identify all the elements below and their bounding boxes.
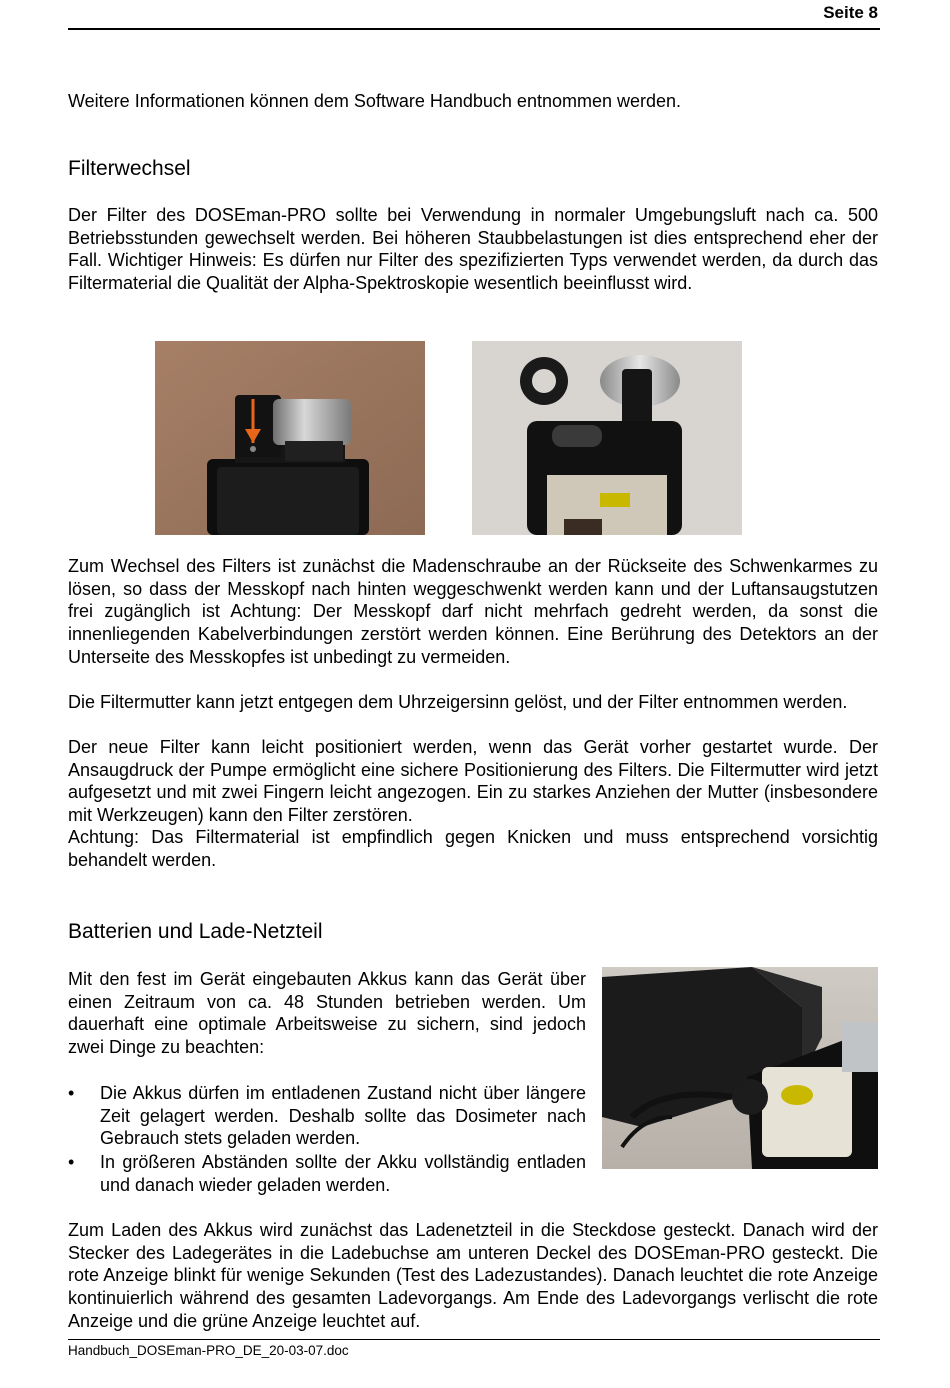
filter-paragraph-4: Der neue Filter kann leicht positioniert werden, wenn das Gerät vorher gestartet wurde. Der Ansaugdruck der Pumpe ermöglicht eine sichere Positionierung des Filters. Die Filtermutter wird jetzt aufgesetzt und mit zwei Fingern leicht angezogen. Ein zu starkes Anziehen der Mutter (insbesondere mit Werkzeugen) kann den Filter zerstören.: [68, 737, 878, 826]
bullet-symbol: •: [68, 1152, 75, 1173]
photo-device-opened: [472, 341, 742, 535]
heading-batterien: Batterien und Lade-Netzteil: [68, 920, 323, 943]
intro-text: Weitere Informationen können dem Software Handbuch entnommen werden.: [68, 91, 682, 111]
bullet-text: In größeren Abständen sollte der Akku vollständig entladen und danach wieder geladen werden.: [100, 1152, 586, 1195]
battery-paragraph-1: Mit den fest im Gerät eingebauten Akkus kann das Gerät über einen Zeitraum von ca. 48 Stunden betrieben werden. Um dauerhaft eine optimale Arbeitsweise zu sichern, sind jedoch zwei Dinge zu beachten:: [68, 969, 586, 1058]
list-item: [68, 1082, 586, 1150]
photo-measuring-head-screw: [155, 341, 425, 535]
footer-filename: Handbuch_DOSEman-PRO_DE_20-03-07.doc: [68, 1343, 349, 1358]
page-number: Seite 8: [823, 3, 878, 22]
filter-paragraph-2: Zum Wechsel des Filters ist zunächst die Madenschraube an der Rückseite des Schwenkarmes zu lösen, so dass der Messkopf nach hinten weggeschwenkt werden kann und der Luftansaugstutzen frei zugänglich ist Achtung: Der Messkopf darf nicht mehrfach gedreht werden, da sonst die innenliegenden Kabelverbindungen zerstört werden können. Eine Berührung des Detektors an der Unterseite des Messkopfes ist unbedingt zu vermeiden.: [68, 556, 878, 667]
filter-paragraph-1: Der Filter des DOSEman-PRO sollte bei Verwendung in normaler Umgebungsluft nach ca. 500 Betriebsstunden gewechselt werden. Bei höheren Staubbelastungen ist dies entsprechend eher der Fall. Wichtiger Hinweis: Es dürfen nur Filter des spezifizierten Typs verwendet werden, da durch das Filtermaterial die Qualität der Alpha-Spektroskopie wesentlich beeinflusst wird.: [68, 205, 878, 294]
battery-paragraph-2: Zum Laden des Akkus wird zunächst das Ladenetzteil in die Steckdose gesteckt. Danach wird der Stecker des Ladegerätes in die Ladebuchse am unteren Deckel des DOSEman-PRO gesteckt. Die rote Anzeige blinkt für wenige Sekunden (Test des Ladezustandes). Danach leuchtet die rote Anzeige kontinuierlich während des gesamten Ladevorgangs. Am Ende des Ladevorgangs verlischt die rote Anzeige und die grüne Anzeige leuchtet auf.: [68, 1220, 878, 1331]
bullet-symbol: •: [68, 1083, 75, 1103]
page-header: [68, 0, 880, 30]
photo-charger: [602, 967, 878, 1169]
list-item: [68, 1151, 586, 1196]
battery-bullet-list: [68, 1082, 586, 1198]
heading-filterwechsel: Filterwechsel: [68, 157, 191, 180]
bullet-text: Die Akkus dürfen im entladenen Zustand nicht über längere Zeit gelagert werden. Deshalb sollte das Dosimeter nach Gebrauch stets geladen werden.: [100, 1083, 586, 1149]
page-footer: [68, 1339, 880, 1370]
filter-paragraph-3: Die Filtermutter kann jetzt entgegen dem Uhrzeigersinn gelöst, und der Filter entnommen werden.: [68, 692, 848, 712]
filter-paragraph-5: Achtung: Das Filtermaterial ist empfindlich gegen Knicken und muss entsprechend vorsichtig behandelt werden.: [68, 827, 878, 870]
